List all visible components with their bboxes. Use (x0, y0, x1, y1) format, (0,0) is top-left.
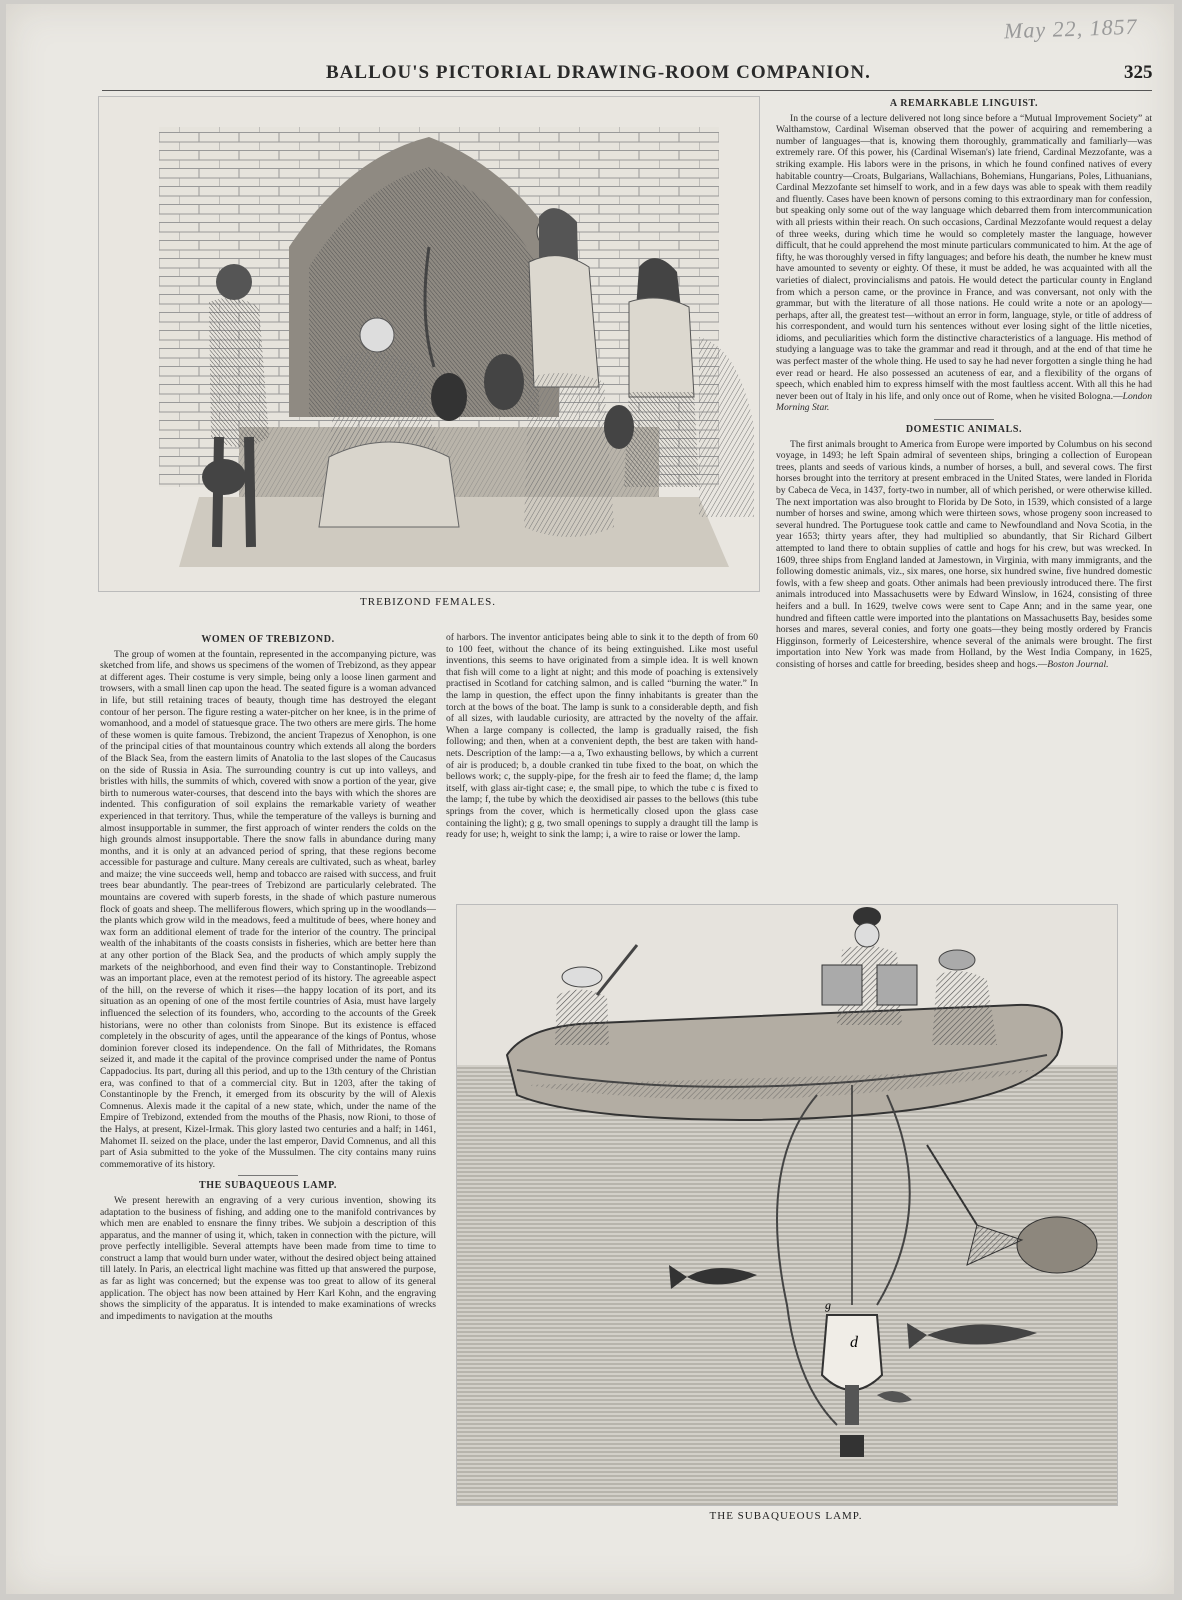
page-number: 325 (1124, 62, 1153, 83)
divider (934, 419, 994, 420)
newspaper-page (6, 4, 1174, 1594)
domestic-source: Boston Journal. (1047, 658, 1109, 670)
lamp-title: THE SUBAQUEOUS LAMP. (198, 1180, 338, 1192)
domestic-body: The first animals brought to America from Europe were imported by Columbus on his second voyage, in 1493; he left Spain admiral of seventeen ships, bringing a collection of European trees, plants and seeds of various kinds, a number of horses, a bull, and several cows. The first horses brought into the territory at present embraced in the United States, were landed in Florida by Cabeca de Veca, in 1437, forty-two in number, all of which perished, or were otherwise killed. The next importation was also brought to Florida by De Soto, in 1539, which consisted of a large number of horses and swine, among which were thirteen sows, whose progeny soon increased to several hundred. The Portuguese took cattle and came to Newfoundland and Nova Scotia, in the year 1653; thirty years after, they had multiplied so abundantly, that Sir Richard Gilbert attempted to land there to obtain supplies of cattle and hogs for his crew, but was wrecked. In 1609, three ships from England landed at Jamestown, in Virginia, with many immigrants, and the following domestic animals, viz., six mares, one horse, six hundred swine, five hundred domestic fowls, with a few sheep and goats. Other animals had been previously introduced there. The first animals introduced into Massachusetts were by Edward Winslow, in 1624, consisting of three heifers and a bull. In 1629, twelve cows were sent to Cape Ann; and in the same year, one hundred and fifteen cattle were imported into the plantations on Massachusetts Bay, besides some horses and mares, several conies, and forty one goats—they being mostly ordered by Francis Higginson, formerly of Leicestershire, whence several of the animals were brought. The first importation into New York was made from Holland, by the West India Company, in 1625, consisting of horses and cattle for breeding, besides sheep and hogs.—Boston Journal. (776, 438, 1152, 670)
trebizond-illustration (98, 96, 760, 592)
lamp-letter-label: d (850, 1334, 858, 1351)
header-rule (102, 90, 1152, 91)
linguist-body: In the course of a lecture delivered not long since before a “Mutual Improvement Society” at Walthamstow, Cardinal Wiseman observed that the power of acquiring and remembering a number of languages—that is, knowing them thoroughly, grammatically and familiarly—was extremely rare. Of this power, his (Cardinal Wiseman's) late friend, Cardinal Mezzofante, was a striking example. His labors were in the prisons, in which he found confined natives of every habitable country—Croats, Bulgarians, Wallachians, Bohemians, Hungarians, Poles, Lithuanians, Cardinal Mezzofante set himself to work, and in a few days was able to speak with them readily and fluently. Cases have been known of persons coming to this extraordinary man for confession, but speaking only some out of the way language which debarred them from intercommunication with all priests within their reach. On such occasions, Cardinal Mezzofante would request a delay of three weeks, during which time he would so completely master the language, however difficult, that he could apprehend the most minute particulars communicated to him. At the age of fifty, he was thoroughly versed in fifty languages; and before his death, the number he knew must have amounted to seventy or eighty. Of these, it must be added, he was acquainted with all the varieties of dialect, provincialisms and patois. He would detect the particular county in England from which a person came, or the province in France, and was conversant, not only with the grammar, but with the literature of all those nations. He could write a note or an apology—perhaps, after all, the greatest test—without an error in form, language, style, or title of address of his correspondent, and would turn his sentences without ever losing sight of the little niceties, idioms, and peculiarities which form the distinctive characteristics of a language. His method of studying a language was to take the grammar and read it through, and at the end of that time he was perfect master of the whole thing. He used to say he had never forgotten a single thing he had ever read or heard. He also possessed an acuteness of ear, and a flexibility of the organs of speech, which enabled him to express himself with the most faultless accent. With all this he had never been out of Italy in his life, and only once out of Rome, when he visited Bologna.—London Morning Star. (776, 112, 1152, 414)
opening-letter-label: g (825, 1298, 831, 1312)
masthead: BALLOU'S PICTORIAL DRAWING-ROOM COMPANION. (326, 62, 871, 83)
women-title: WOMEN OF TREBIZOND. (201, 634, 335, 645)
subaqueous-lamp-illustration (456, 904, 1118, 1506)
fountain-engraving (99, 97, 759, 591)
lamp-caption: THE SUBAQUEOUS LAMP. (709, 1510, 863, 1522)
right-column (776, 96, 1152, 886)
divider (238, 1175, 298, 1176)
trebizond-caption: TREBIZOND FEMALES. (360, 596, 496, 608)
handwritten-date: May 22, 1857 (1003, 13, 1139, 44)
domestic-title: DOMESTIC ANIMALS. (905, 424, 1023, 436)
lamp-engraving (457, 905, 1117, 1505)
linguist-source: London Morning Star. (776, 390, 1152, 414)
linguist-title: A REMARKABLE LINGUIST. (889, 98, 1039, 109)
women-body: The group of women at the fountain, represented in the accompanying picture, was sketched from life, and shows us specimens of the women of Trebizond, as they appear at different ages. Their costume is very simple, being only a loose linen garment and trowsers, with a small linen cap upon the head. The seated figure is a woman advanced in life, but still retaining traces of beauty, though time has destroyed the elegant contour of her person. The figure resting a water-pitcher on her knee, is in the prime of womanhood, and a model of statuesque grace. The two others are mere girls. The home of these women is quite famous. Trebizond, the ancient Trapezus of Xenophon, is one of the principal cities of that mountainous country which extends all along the borders of the Black Sea, from the eastern limits of Anatolia to the last slopes of the Caucasus on the side of Russia in Asia. The surrounding country is cut up into valleys, and bristles with hills, the summits of which, covered with snow a portion of the year, give birth to numerous water-courses, that descend into the bays with which the shores are indented. This configuration of soil explains the remarkable variety of weather experienced in that territory. Thus, while the temperature of the valleys is burning and almost insupportable in summer, the first approach of winter renders the colds on the high grounds almost insupportable. There the snow falls in abundance during many months, and it is only at an advanced period of spring, that these regions become accessible for pasturage and culture. Many cereals are cultivated, such as wheat, barley and maize; the vine succeeds well, hemp and tobacco are raised with success, and fruit trees bear abundantly. The pear-trees of Trebizond are particularly celebrated. The mountains are covered with superb forests, in the shade of which pasture numerous flock of goats and sheep. The melliferous flowers, which spring up in the woodlands—the plants which grow wild in the meadows, feed a multitude of bees, where honey and wax form an additional element of trade for the interior of the country. The principal wealth of the inhabitants of the coasts consists in fisheries, which are better here than at any other portion of the Black Sea, and the products of which amply supply the markets of the neighborhood, and even find their way to Constantinople. Trebizond was an important place, even at the remotest period of its history. The agreeable aspect of the hill, on the reverse of which it rises—the happy location of its port, and its situation as an opening of one of the most fertile countries of Asia, must have largely influenced the selection of its founders, who, according to the accounts of the Greek historians, were no other than colonists from Sinope. But its existence is effaced completely in the obscurity of ages, until the appearance of the kings of Pontus, whose dominion forever closed its independence. On the fall of Mithridates, the Romans seized it, and made it the capital of the province comprised under the name of Pontus Cappadocius. Its part, during all this period, and up to the 13th century of the Christian era, was confined to that of a commercial city. But in 1203, after the taking of Constantinople by the French, it emerged from its obscurity by the will of Alexis Comnenus. Alexis made it the capital of a new state, which, under the name of the Empire of Trebizond, extended from the mouths of the Phasis, now Rioni, to those of the Halys, at present, Kizel-Irmak. This glory lasted two centuries and a half; in 1461, Mahomet II. seized on the place, under the last emperor, David Comnenus, and all this part of Asia submitted to the yoke of the Mussulmen. The city contains many ruins commemorative of its history. (100, 648, 436, 1170)
lamp-body-part2: of harbors. The inventor anticipates being able to sink it to the depth of from 60 to 100 feet, without the chance of its being extinguished. Like most useful inventions, this seems to have originated from a simple idea. It is well known that fish will come to a light at night; and this mode of poaching is extensively practised in Scotland for catching salmon, and is called “burning the water.” In the lamp in question, the effect upon the finny inhabitants is greater than the torch at the bows of the boat. The lamp is sunk to a considerable depth, and fish of all sizes, with laudable curiosity, are attracted by the novelty of the affair. When a large company is collected, the lamp is gradually raised, the fish following; and then, when at a convenient depth, the best are taken with hand-nets. Description of the lamp:—a a, Two exhausting bellows, by which a current of air is produced; b, a double cranked tin tube fixed to the boat, on which the bellows work; c, the supply-pipe, for the fresh air to feed the flame; d, the lamp itself, with glass air-tight case; e, the small pipe, to which the tube c is fixed to the lamp; f, the tube by which the deoxidised air passes to the bellows (this tube springs from the cover, which is hermetically closed upon the glass case containing the light); g g, two small openings to supply a draught till the lamp is ready for use; h, weight to sink the lamp; i, a wire to raise or lower the lamp. (446, 632, 758, 841)
middle-column (446, 632, 758, 896)
left-column (100, 632, 436, 1576)
lamp-body-part1: We present herewith an engraving of a very curious invention, showing its adaptation to the business of fishing, and adding one to the manifold contrivances by which men are enabled to ensnare the finny tribes. We subjoin a description of this apparatus, and the manner of using it, which, taken in connection with the picture, will prove perfectly intelligible. Several attempts have been made from time to time to construct a lamp that would burn under water, without the desired object being attained till lately. In Paris, an electrical light machine was fitted up that answered the purpose, as far as light was concerned; but the expense was too great to allow of its general application. The object has now been attained by Herr Karl Kohn, and the engraving shows the simplicity of the apparatus. It is intended to make examinations of wrecks and impediments to navigation at the mouths (100, 1194, 436, 1322)
